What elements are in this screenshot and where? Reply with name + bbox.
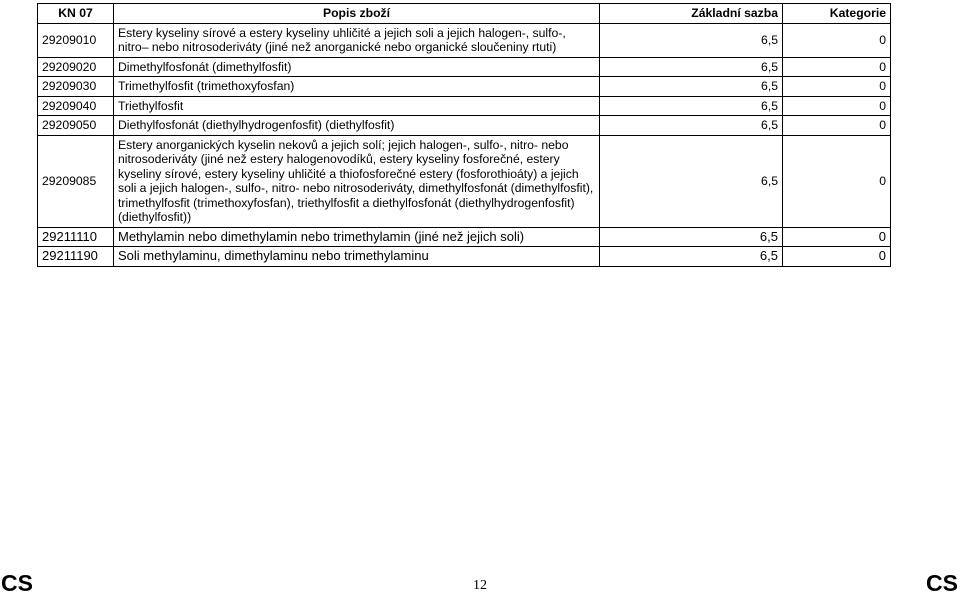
row-code: 29209040 — [38, 96, 114, 116]
header-base-rate: Základní sazba — [600, 4, 783, 24]
row-description: Trimethylfosfit (trimethoxyfosfan) — [114, 77, 600, 97]
table-header-row — [38, 4, 891, 24]
row-code: 29211110 — [38, 227, 114, 247]
row-rate: 6,5 — [600, 96, 783, 116]
row-rate: 6,5 — [600, 23, 783, 57]
row-category: 0 — [783, 57, 891, 77]
row-rate: 6,5 — [600, 247, 783, 267]
row-code: 29209010 — [38, 23, 114, 57]
row-category: 0 — [783, 96, 891, 116]
row-code: 29209050 — [38, 116, 114, 136]
row-rate: 6,5 — [600, 77, 783, 97]
row-rate: 6,5 — [600, 57, 783, 77]
row-description: Methylamin nebo dimethylamin nebo trimethylamin (jiné než jejich soli) — [114, 227, 600, 247]
row-description: Triethylfosfit — [114, 96, 600, 116]
row-code: 29209085 — [38, 135, 114, 227]
table-row — [38, 227, 891, 247]
row-description: Dimethylfosfonát (dimethylfosfit) — [114, 57, 600, 77]
row-category: 0 — [783, 247, 891, 267]
table-row — [38, 96, 891, 116]
row-category: 0 — [783, 23, 891, 57]
row-category: 0 — [783, 227, 891, 247]
row-description: Diethylfosfonát (diethylhydrogenfosfit) (diethylfosfit) — [114, 116, 600, 136]
tariff-table — [37, 3, 891, 267]
row-code: 29209030 — [38, 77, 114, 97]
footer-language-mark-left: CS — [1, 570, 33, 596]
row-code: 29211190 — [38, 247, 114, 267]
table-row — [38, 23, 891, 57]
header-kn: KN 07 — [38, 4, 114, 24]
row-rate: 6,5 — [600, 116, 783, 136]
row-rate: 6,5 — [600, 227, 783, 247]
footer-language-mark-right: CS — [926, 570, 958, 596]
row-code: 29209020 — [38, 57, 114, 77]
table-row — [38, 57, 891, 77]
row-description: Estery kyseliny sírové a estery kyseliny uhličité a jejich soli a jejich halogen-, sulfo-, nitro– nebo nitrosoderiváty (jiné než anorganické nebo organické sloučeniny rtuti) — [114, 23, 600, 57]
page-number: 12 — [473, 578, 487, 593]
row-rate: 6,5 — [600, 135, 783, 227]
row-category: 0 — [783, 116, 891, 136]
table-row — [38, 135, 891, 227]
table-row — [38, 247, 891, 267]
row-description: Soli methylaminu, dimethylaminu nebo trimethylaminu — [114, 247, 600, 267]
header-description: Popis zboží — [114, 4, 600, 24]
row-description: Estery anorganických kyselin nekovů a jejich solí; jejich halogen-, sulfo-, nitro- nebo nitrosoderiváty (jiné než estery halogenovodíků, estery kyseliny fosforečné, estery kyseliny sírové, estery kyseliny uhličité a thiofosforečné estery (fosforothioáty) a jejich soli a jejich halogen-, sulfo-, nitro- nebo nitrosoderiváty, dimethylfosfonát (dimethylfosfit), trimethylfosfit (trimethoxyfosfan), triethylfosfit a diethylfosfonát (diethylhydrogenfosfit) (diethylfosfit)) — [114, 135, 600, 227]
row-category: 0 — [783, 77, 891, 97]
row-category: 0 — [783, 135, 891, 227]
header-category: Kategorie — [783, 4, 891, 24]
table-row — [38, 116, 891, 136]
table-row — [38, 77, 891, 97]
